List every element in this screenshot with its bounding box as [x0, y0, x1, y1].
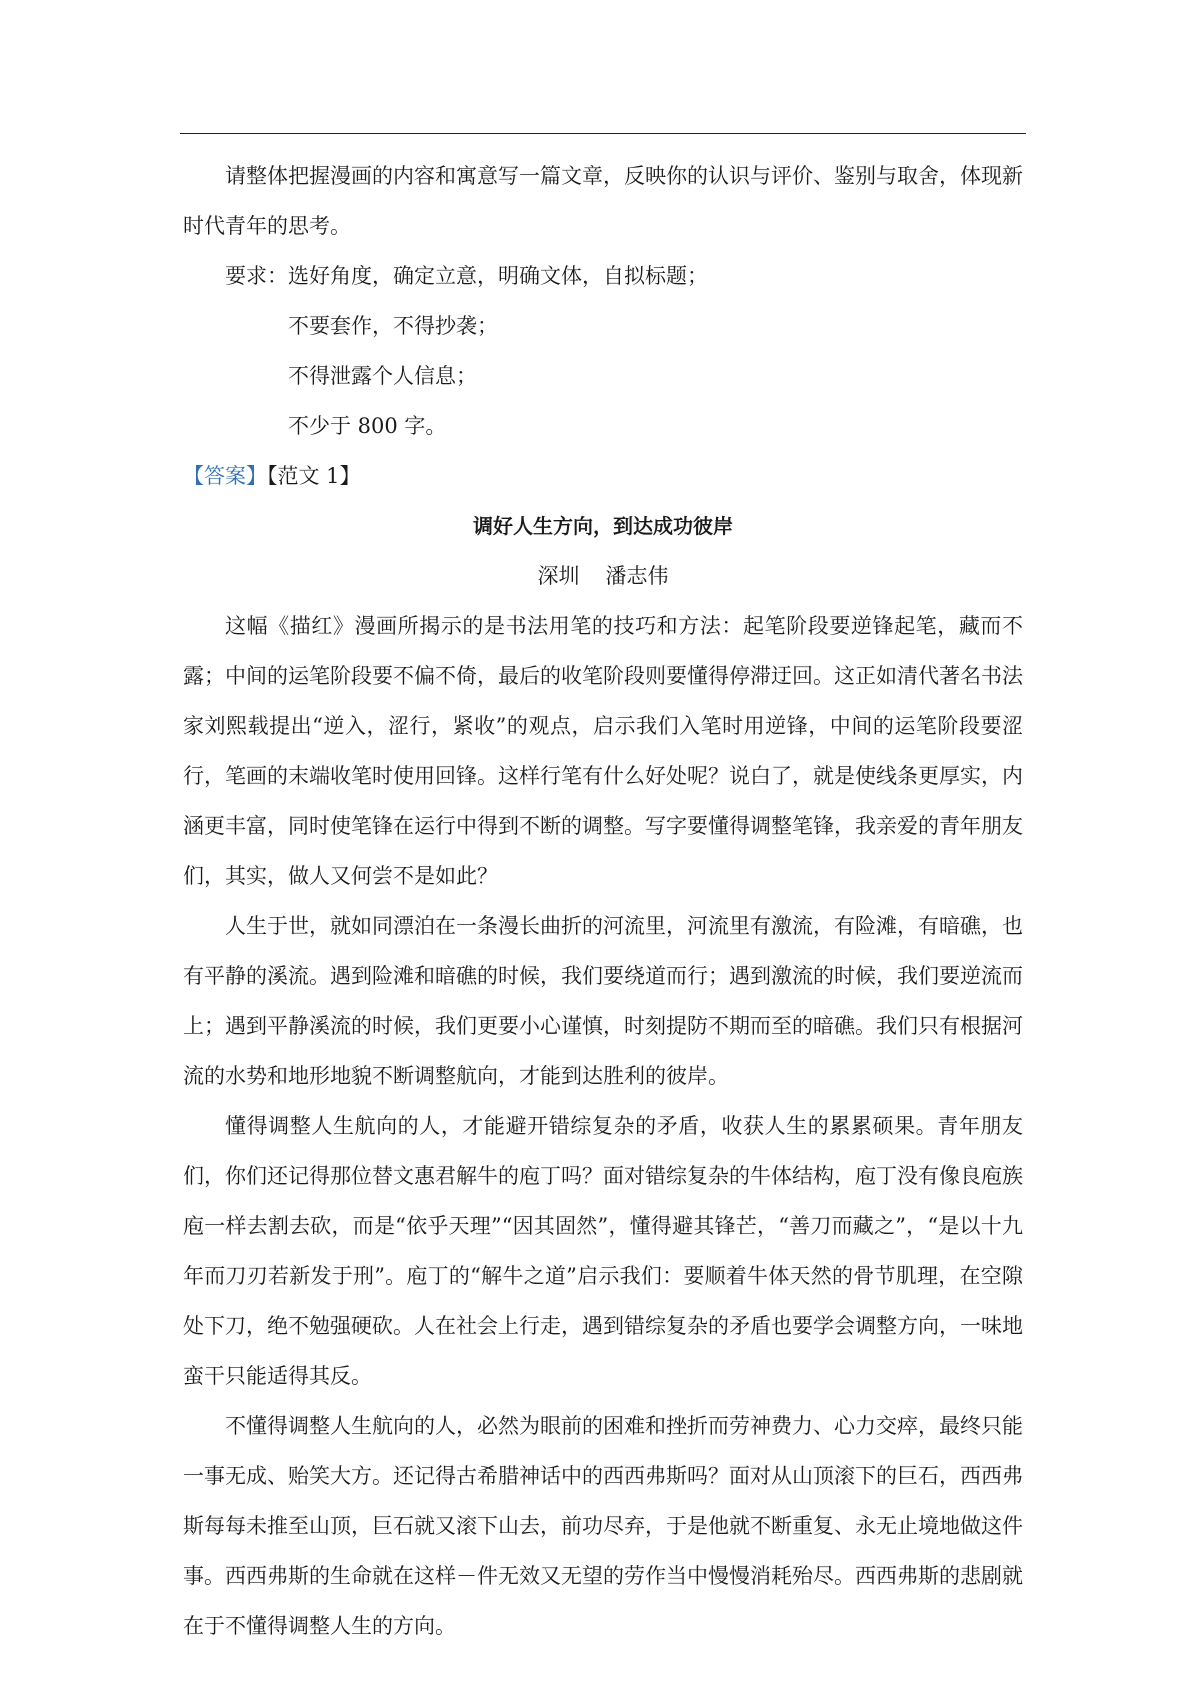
- author-place: 深圳: [537, 564, 580, 588]
- prompt-instruction: 请整体把握漫画的内容和寓意写一篇文章，反映你的认识与评价、鉴别与取舍，体现新时代青年的思考。: [183, 164, 1023, 238]
- sample-label: 【范文 1】: [267, 464, 361, 488]
- requirement-line: 要求：选好角度，确定立意，明确文体，自拟标题；: [225, 264, 708, 288]
- answer-tag: 【答案】: [183, 464, 267, 488]
- essay-paragraph: 不懂得调整人生航向的人，必然为眼前的困难和挫折而劳神费力、心力交瘁，最终只能一事无成、贻笑大方。还记得古希腊神话中的西西弗斯吗？面对从山顶滚下的巨石，西西弗斯每每未推至山顶，巨石就又滚下山去，前功尽弃，于是他就不断重复、永无止境地做这件事。西西弗斯的生命就在这样－件无效又无望的劳作当中慢慢消耗殆尽。西西弗斯的悲剧就在于不懂得调整人生的方向。: [183, 1414, 1023, 1638]
- document-body: [183, 151, 1023, 1651]
- author-name: 潘志伟: [605, 564, 669, 588]
- essay-paragraph: 懂得调整人生航向的人，才能避开错综复杂的矛盾，收获人生的累累硕果。青年朋友们，你们还记得那位替文惠君解牛的庖丁吗？面对错综复杂的牛体结构，庖丁没有像良庖族庖一样去割去砍，而是“依乎天理”“因其固然”，懂得避其锋芒，“善刀而藏之”，“是以十九年而刀刃若新发于刑”。庖丁的“解牛之道”启示我们：要顺着牛体天然的骨节肌理，在空隙处下刀，绝不勉强硬砍。人在社会上行走，遇到错综复杂的矛盾也要学会调整方向，一味地蛮干只能适得其反。: [183, 1114, 1023, 1388]
- requirement-line: 不要套作，不得抄袭；: [288, 314, 498, 338]
- essay-paragraph: 这幅《描红》漫画所揭示的是书法用笔的技巧和方法：起笔阶段要逆锋起笔，藏而不露；中间的运笔阶段要不偏不倚，最后的收笔阶段则要懂得停滞迂回。这正如清代著名书法家刘熙载提出“逆入，涩行，紧收”的观点，启示我们入笔时用逆锋，中间的运笔阶段要涩行，笔画的末端收笔时使用回锋。这样行笔有什么好处呢？说白了，就是使线条更厚实，内涵更丰富，同时使笔锋在运行中得到不断的调整。写字要懂得调整笔锋，我亲爱的青年朋友们，其实，做人又何尝不是如此？: [183, 614, 1023, 888]
- essay-byline: [183, 551, 1023, 601]
- header-rule: [180, 133, 1026, 134]
- requirement-line: 不得泄露个人信息；: [288, 364, 477, 388]
- requirement-line: 不少于 800 字。: [288, 414, 447, 438]
- answer-heading: [183, 451, 1023, 501]
- essay-title: 调好人生方向，到达成功彼岸: [473, 514, 733, 538]
- essay-paragraph: 人生于世，就如同漂泊在一条漫长曲折的河流里，河流里有激流，有险滩，有暗礁，也有平静的溪流。遇到险滩和暗礁的时候，我们要绕道而行；遇到激流的时候，我们要逆流而上；遇到平静溪流的时候，我们更要小心谨慎，时刻提防不期而至的暗礁。我们只有根据河流的水势和地形地貌不断调整航向，才能到达胜利的彼岸。: [183, 914, 1023, 1088]
